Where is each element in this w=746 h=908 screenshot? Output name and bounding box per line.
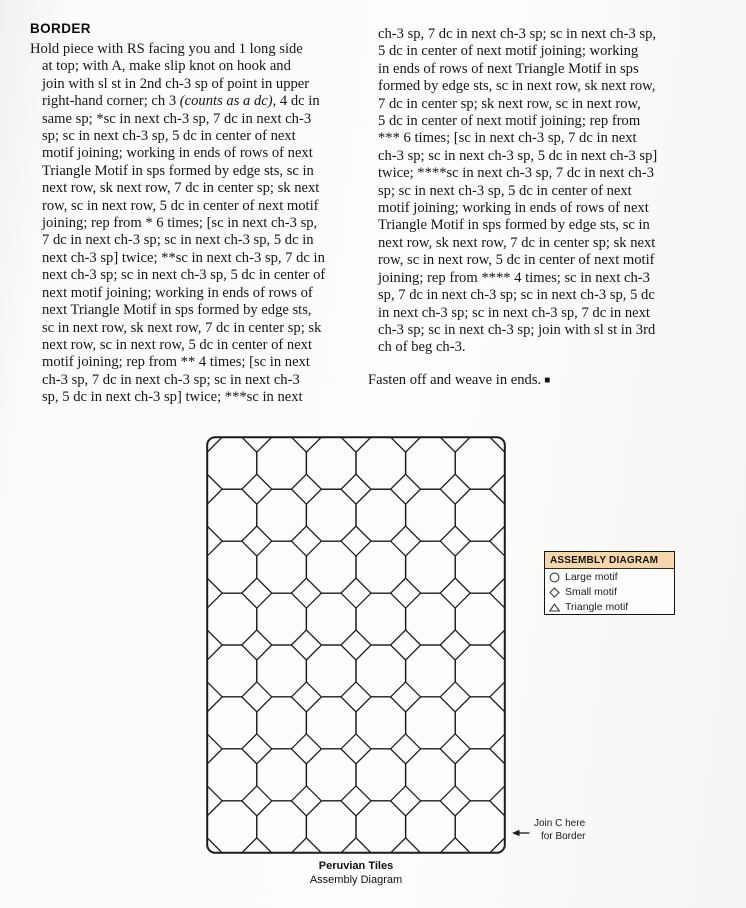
instruction-line: next row, sk next row, 7 dc in center sp; sk next xyxy=(378,234,656,251)
caption-subtitle: Assembly Diagram xyxy=(309,873,403,886)
instruction-line: 5 dc in center of next motif joining; working xyxy=(378,43,639,60)
instruction-line: next row, sc in next row, 5 dc in center of next xyxy=(42,336,313,353)
instruction-line: next motif joining; working in ends of rows of xyxy=(42,284,313,301)
instruction-line: sc in next row, sk next row, 7 dc in center sp; sk xyxy=(42,319,322,336)
legend-item xyxy=(545,584,674,599)
legend-item-label: Small motif xyxy=(565,586,617,598)
section-heading: BORDER xyxy=(30,21,91,36)
instruction-line: ch-3 sp, 7 dc in next ch-3 sp; sc in next ch-3 xyxy=(42,371,300,388)
instruction-line: at top; with A, make slip knot on hook and xyxy=(42,58,291,75)
instruction-line: sp, 7 dc in next ch-3 sp; sc in next ch-3 sp, 5 dc xyxy=(378,287,655,304)
instruction-line: motif joining; rep from ** 4 times; [sc in next xyxy=(42,354,310,371)
small-motif-diamond-icon xyxy=(549,587,560,598)
legend-item xyxy=(545,569,674,584)
instruction-line: *** 6 times; [sc in next ch-3 sp, 7 dc in next xyxy=(378,130,637,147)
instruction-line: in next ch-3 sp; sc in next ch-3 sp, 7 dc in next xyxy=(378,304,650,321)
instruction-line: ch-3 sp, 7 dc in next ch-3 sp; sc in next ch-3 sp, xyxy=(378,26,657,42)
join-note xyxy=(534,818,585,843)
instruction-line: next ch-3 sp; sc in next ch-3 sp, 5 dc in center of xyxy=(42,267,326,284)
instructions-left-column xyxy=(30,41,375,407)
legend-item-label: Triangle motif xyxy=(565,601,629,613)
join-note-line2: for Border xyxy=(541,830,586,842)
join-note-line1: Join C here xyxy=(534,818,586,829)
instruction-line: next row, sk next row, 7 dc in center sp; sk next xyxy=(42,180,320,197)
instruction-line: join with sl st in 2nd ch-3 sp of point in upper xyxy=(42,75,310,92)
join-arrow-icon xyxy=(511,827,531,839)
end-of-pattern-icon: ■ xyxy=(544,375,551,387)
large-motif-circle-icon xyxy=(549,572,560,583)
caption-title: Peruvian Tiles xyxy=(318,860,394,872)
instruction-line: sp, 5 dc in next ch-3 sp] twice; ***sc in next xyxy=(42,389,303,406)
legend-box xyxy=(544,551,675,615)
instruction-line: ch of beg ch-3. xyxy=(378,339,466,356)
instruction-line: ch-3 sp; sc in next ch-3 sp, 5 dc in next ch-3 sp] xyxy=(378,147,658,164)
assembly-diagram xyxy=(206,436,506,854)
fasten-off-text: Fasten off and weave in ends. xyxy=(368,372,542,389)
instruction-line: twice; ****sc in next ch-3 sp, 7 dc in next ch-3 xyxy=(378,165,654,182)
instruction-line: ch-3 sp; sc in next ch-3 sp; join with sl st in 3rd xyxy=(378,321,656,338)
instruction-line: 5 dc in center of next motif joining; rep from xyxy=(378,113,641,130)
diagram-caption xyxy=(256,860,456,887)
instruction-line: motif joining; working in ends of rows of next xyxy=(42,145,313,162)
instruction-text-left xyxy=(30,41,375,407)
instruction-text-right xyxy=(368,26,738,357)
instruction-line: right-hand corner; ch 3 (counts as a dc), 4 dc in xyxy=(42,93,320,110)
legend-title: ASSEMBLY DIAGRAM xyxy=(545,552,674,569)
instruction-line: sp; sc in next ch-3 sp, 5 dc in center of next xyxy=(42,128,296,145)
instruction-line: 7 dc in center sp; sk next row, sc in next row, xyxy=(378,95,641,112)
instruction-line: row, sc in next row, 5 dc in center of next motif xyxy=(378,252,655,269)
legend-items xyxy=(545,569,674,614)
legend-item xyxy=(545,599,674,614)
instruction-line: formed by edge sts, sc in next row, sk next row, xyxy=(378,78,656,95)
instruction-line: next ch-3 sp] twice; **sc in next ch-3 sp, 7 dc in xyxy=(42,249,325,266)
instruction-line: next Triangle Motif in sps formed by edge sts, xyxy=(42,302,312,319)
fasten-off-note xyxy=(368,372,738,390)
instruction-line: joining; rep from * 6 times; [sc in next ch-3 sp, xyxy=(42,215,318,232)
triangle-motif-icon xyxy=(549,602,560,613)
instruction-line: motif joining; working in ends of rows of next xyxy=(378,200,649,217)
instruction-line: in ends of rows of next Triangle Motif in sps xyxy=(378,60,639,77)
instruction-line: 7 dc in next ch-3 sp; sc in next ch-3 sp, 5 dc in xyxy=(42,232,314,249)
instruction-line: Hold piece with RS facing you and 1 long side xyxy=(30,41,303,57)
instruction-line: row, sc in next row, 5 dc in center of next motif xyxy=(42,197,319,214)
instruction-line: Triangle Motif in sps formed by edge sts, sc in xyxy=(378,217,650,234)
instruction-line: same sp; *sc in next ch-3 sp, 7 dc in next ch-3 xyxy=(42,110,312,127)
instruction-line: Triangle Motif in sps formed by edge sts, sc in xyxy=(42,162,314,179)
instruction-line: joining; rep from **** 4 times; sc in next ch-3 xyxy=(378,269,650,286)
instruction-line: sp; sc in next ch-3 sp, 5 dc in center of next xyxy=(378,182,632,199)
instructions-right-column xyxy=(368,26,738,391)
legend-item-label: Large motif xyxy=(565,571,618,583)
